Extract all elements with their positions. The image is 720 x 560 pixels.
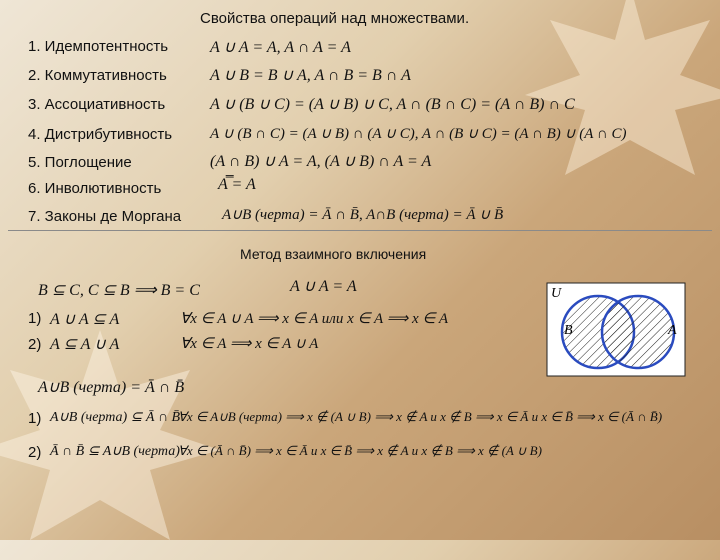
property-label: 4. Дистрибутивность bbox=[28, 126, 173, 143]
divider bbox=[8, 230, 712, 231]
step-label: 2) bbox=[28, 444, 42, 461]
set-label: B bbox=[564, 323, 573, 338]
goal-formula: A ∪ A = A bbox=[290, 278, 357, 295]
property-label: 1. Идемпотентность bbox=[28, 38, 169, 55]
step-label: 1) bbox=[28, 410, 42, 427]
step-claim: A ∪ A ⊆ A bbox=[50, 311, 120, 328]
set-circle bbox=[602, 296, 674, 368]
step-claim: A ⊆ A ∪ A bbox=[50, 336, 120, 353]
set-label: A bbox=[668, 323, 677, 338]
step-proof: ∀x ∈ A ⟹ x ∈ A ∪ A bbox=[180, 336, 319, 352]
venn-diagram bbox=[546, 282, 686, 377]
step-claim: A∪B (черта) ⊆ Ā ∩ B̄ bbox=[50, 410, 181, 425]
step-proof: ∀x ∈ A ∪ A ⟹ x ∈ A или x ∈ A ⟹ x ∈ A bbox=[180, 311, 449, 327]
step-label: 1) bbox=[28, 310, 42, 327]
universe-label: U bbox=[551, 286, 562, 301]
property-formula: A∪B (черта) = Ā ∩ B̄, A∩B (черта) = Ā ∪ B̄ bbox=[222, 207, 504, 223]
step-claim: Ā ∩ B̄ ⊆ A∪B (черта) bbox=[50, 444, 180, 459]
property-formula: (A ∩ B) ∪ A = A, (A ∪ B) ∩ A = A bbox=[210, 153, 432, 170]
morgan-statement: A∪B (черта) = Ā ∩ B̄ bbox=[38, 379, 185, 396]
property-label: 3. Ассоциативность bbox=[28, 96, 166, 113]
slide-title: Свойства операций над множествами. bbox=[200, 10, 470, 27]
property-label: 5. Поглощение bbox=[28, 154, 132, 171]
premise-formula: B ⊆ C, C ⊆ B ⟹ B = C bbox=[38, 282, 200, 299]
step-proof: ∀x ∈ A∪B (черта) ⟹ x ∉ (A ∪ B) ⟹ x ∉ A и x ∉ B ⟹ x ∈ Ā и x ∈ B̄ ⟹ x ∈ (Ā ∩ B̄) bbox=[178, 409, 663, 424]
step-proof: ∀x ∈ (Ā ∩ B̄) ⟹ x ∈ Ā и x ∈ B̄ ⟹ x ∉ A и x ∉ B ⟹ x ∉ (A ∪ B) bbox=[178, 443, 542, 458]
property-formula: A ∪ A = A, A ∩ A = A bbox=[210, 39, 351, 56]
property-formula: A ∪ (B ∩ C) = (A ∪ B) ∩ (A ∪ C), A ∩ (B ∪ C) = (A ∩ B) ∪ (A ∩ C) bbox=[210, 126, 627, 142]
property-label: 7. Законы де Моргана bbox=[28, 208, 182, 225]
property-label: 2. Коммутативность bbox=[28, 67, 167, 84]
property-formula: A̿ = A bbox=[218, 176, 256, 193]
property-formula: A ∪ B = B ∪ A, A ∩ B = B ∩ A bbox=[210, 67, 411, 84]
property-label: 6. Инволютивность bbox=[28, 180, 162, 197]
step-label: 2) bbox=[28, 336, 42, 353]
method-title: Метод взаимного включения bbox=[240, 246, 427, 262]
property-formula: A ∪ (B ∪ C) = (A ∪ B) ∪ C, A ∩ (B ∩ C) = (A ∩ B) ∩ C bbox=[210, 96, 575, 113]
